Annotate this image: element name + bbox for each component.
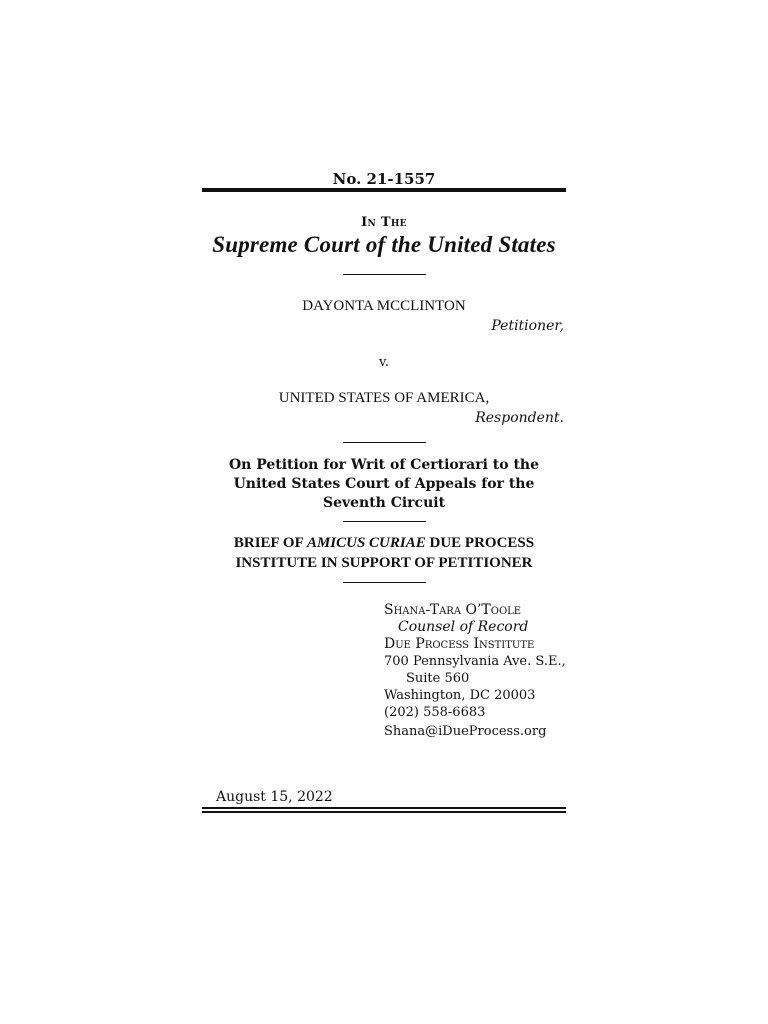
petition-line-2: United States Court of Appeals for the [233, 476, 535, 492]
counsel-phone: (202) 558-6683 [384, 705, 486, 720]
respondent-role: Respondent. [475, 410, 564, 426]
divider [343, 582, 426, 583]
counsel-org: Due Process Institute [384, 636, 535, 652]
brief-title-line-2: INSTITUTE IN SUPPORT OF PETITIONER [235, 555, 533, 571]
court-name: Supreme Court of the United States [212, 232, 556, 257]
petition-line-1: On Petition for Writ of Certiorari to the [228, 457, 540, 473]
counsel-address-1: 700 Pennsylvania Ave. S.E., [384, 654, 566, 669]
brief-prefix: BRIEF OF [233, 535, 307, 551]
in-the-label: In The [361, 215, 407, 230]
docket-number: No. 21-1557 [332, 170, 436, 188]
counsel-email: Shana@iDueProcess.org [384, 724, 547, 739]
bottom-rule [202, 811, 566, 813]
filing-date: August 15, 2022 [216, 789, 333, 805]
divider [343, 521, 426, 522]
counsel-role: Counsel of Record [398, 619, 529, 635]
divider [343, 274, 426, 275]
brief-amicus: AMICUS CURIAE [306, 535, 426, 551]
counsel-block [384, 602, 566, 740]
counsel-name: Shana-Tara O’Toole [384, 602, 522, 618]
counsel-address-2: Suite 560 [406, 671, 470, 686]
petitioner-role: Petitioner, [491, 318, 564, 334]
respondent-name: UNITED STATES OF AMERICA, [278, 390, 490, 406]
petitioner-name: DAYONTA MCCLINTON [302, 298, 466, 314]
brief-title [202, 533, 566, 573]
counsel-city: Washington, DC 20003 [384, 688, 536, 703]
petition-line-3: Seventh Circuit [322, 495, 446, 511]
divider [343, 442, 426, 443]
versus: v. [379, 355, 389, 370]
brief-title-line-1 [202, 533, 566, 553]
top-rule [202, 188, 566, 192]
petition-description [202, 456, 566, 513]
brief-suffix: DUE PROCESS [425, 535, 535, 551]
bottom-rule [202, 807, 566, 809]
